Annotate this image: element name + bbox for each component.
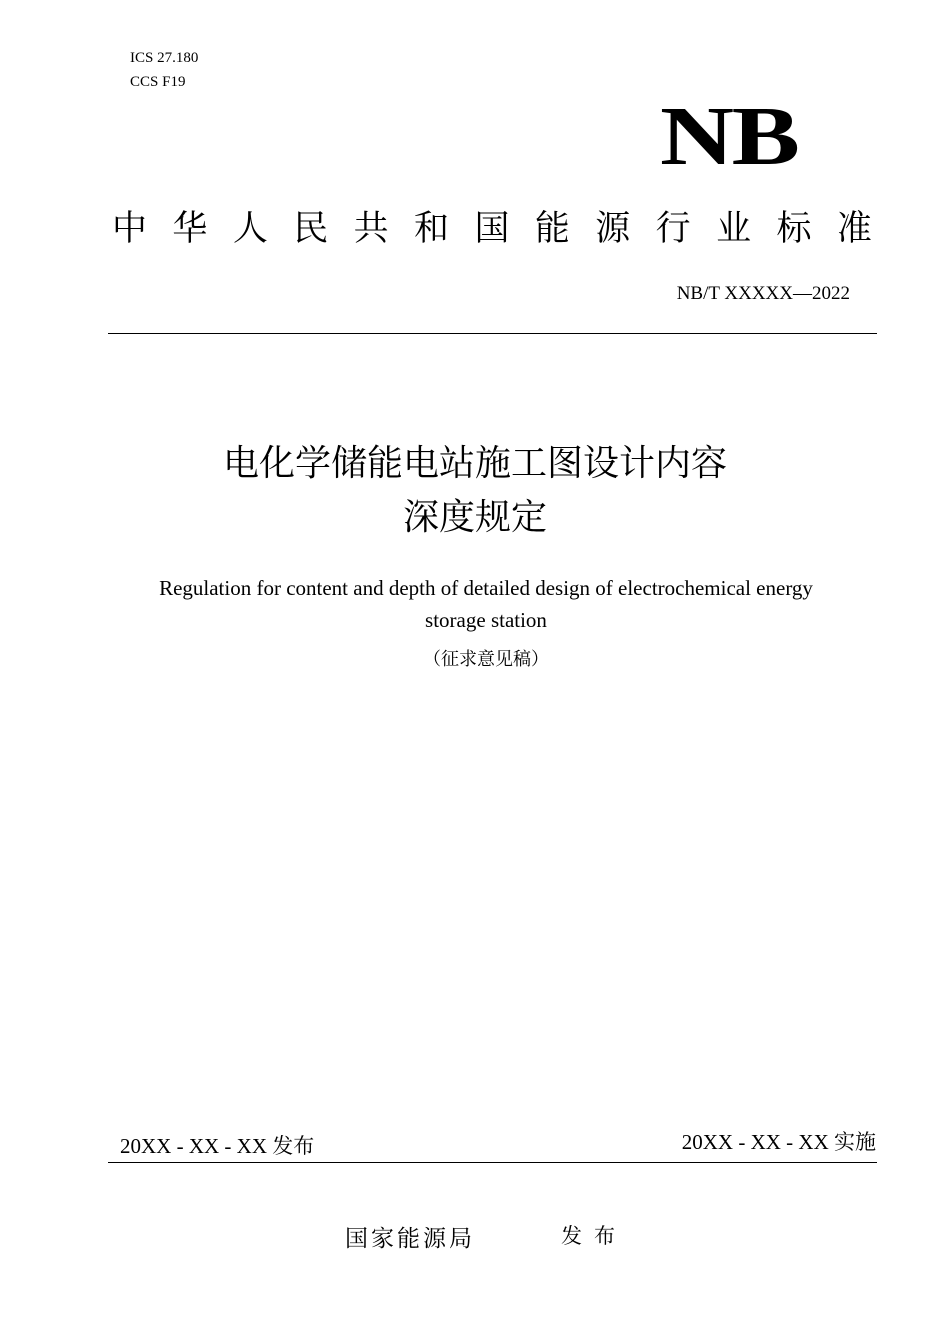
- industry-title-char: 准: [836, 209, 872, 249]
- footer-divider: [108, 1162, 877, 1163]
- title-en-line1: Regulation for content and depth of detailed design of electrochemical energy: [159, 576, 813, 600]
- industry-title-char: 能: [534, 209, 570, 249]
- industry-title-char: 人: [232, 209, 268, 249]
- industry-title-char: 和: [414, 209, 450, 249]
- industry-title-char: 华: [172, 209, 208, 249]
- publish-date-value: 20XX - XX - XX: [120, 1134, 267, 1158]
- document-title-cn: [100, 437, 850, 545]
- industry-title-char: 业: [716, 209, 752, 249]
- industry-title-char: 中: [112, 209, 148, 249]
- title-cn-line2: 深度规定: [402, 497, 547, 538]
- implement-label: 实施: [834, 1130, 876, 1154]
- industry-title-char: 标: [776, 209, 812, 249]
- issuer-action: 发布: [561, 1224, 627, 1248]
- ccs-code: CCS F19: [130, 74, 186, 90]
- industry-title-char: 源: [595, 209, 631, 249]
- industry-title-char: 共: [353, 209, 389, 249]
- nb-logo: NB: [660, 90, 798, 183]
- ics-code: ICS 27.180: [130, 50, 199, 66]
- header-divider: [108, 333, 877, 334]
- draft-label: （征求意见稿）: [423, 649, 549, 670]
- publish-date: [120, 1131, 314, 1161]
- title-cn-line1: 电化学储能电站施工图设计内容: [222, 443, 727, 484]
- industry-title-char: 国: [474, 209, 510, 249]
- industry-standard-title: [112, 204, 872, 254]
- implement-date: [560, 1127, 876, 1157]
- publish-label: 发布: [272, 1134, 315, 1158]
- implement-date-value: 20XX - XX - XX: [681, 1130, 829, 1154]
- industry-title-char: 行: [655, 209, 691, 249]
- industry-title-char: 民: [293, 209, 329, 249]
- issuer-name: 国家能源局: [345, 1226, 475, 1252]
- standard-number: NB/T XXXXX—2022: [676, 283, 850, 304]
- document-title-en: [100, 572, 872, 636]
- title-en-line2: storage station: [425, 608, 547, 632]
